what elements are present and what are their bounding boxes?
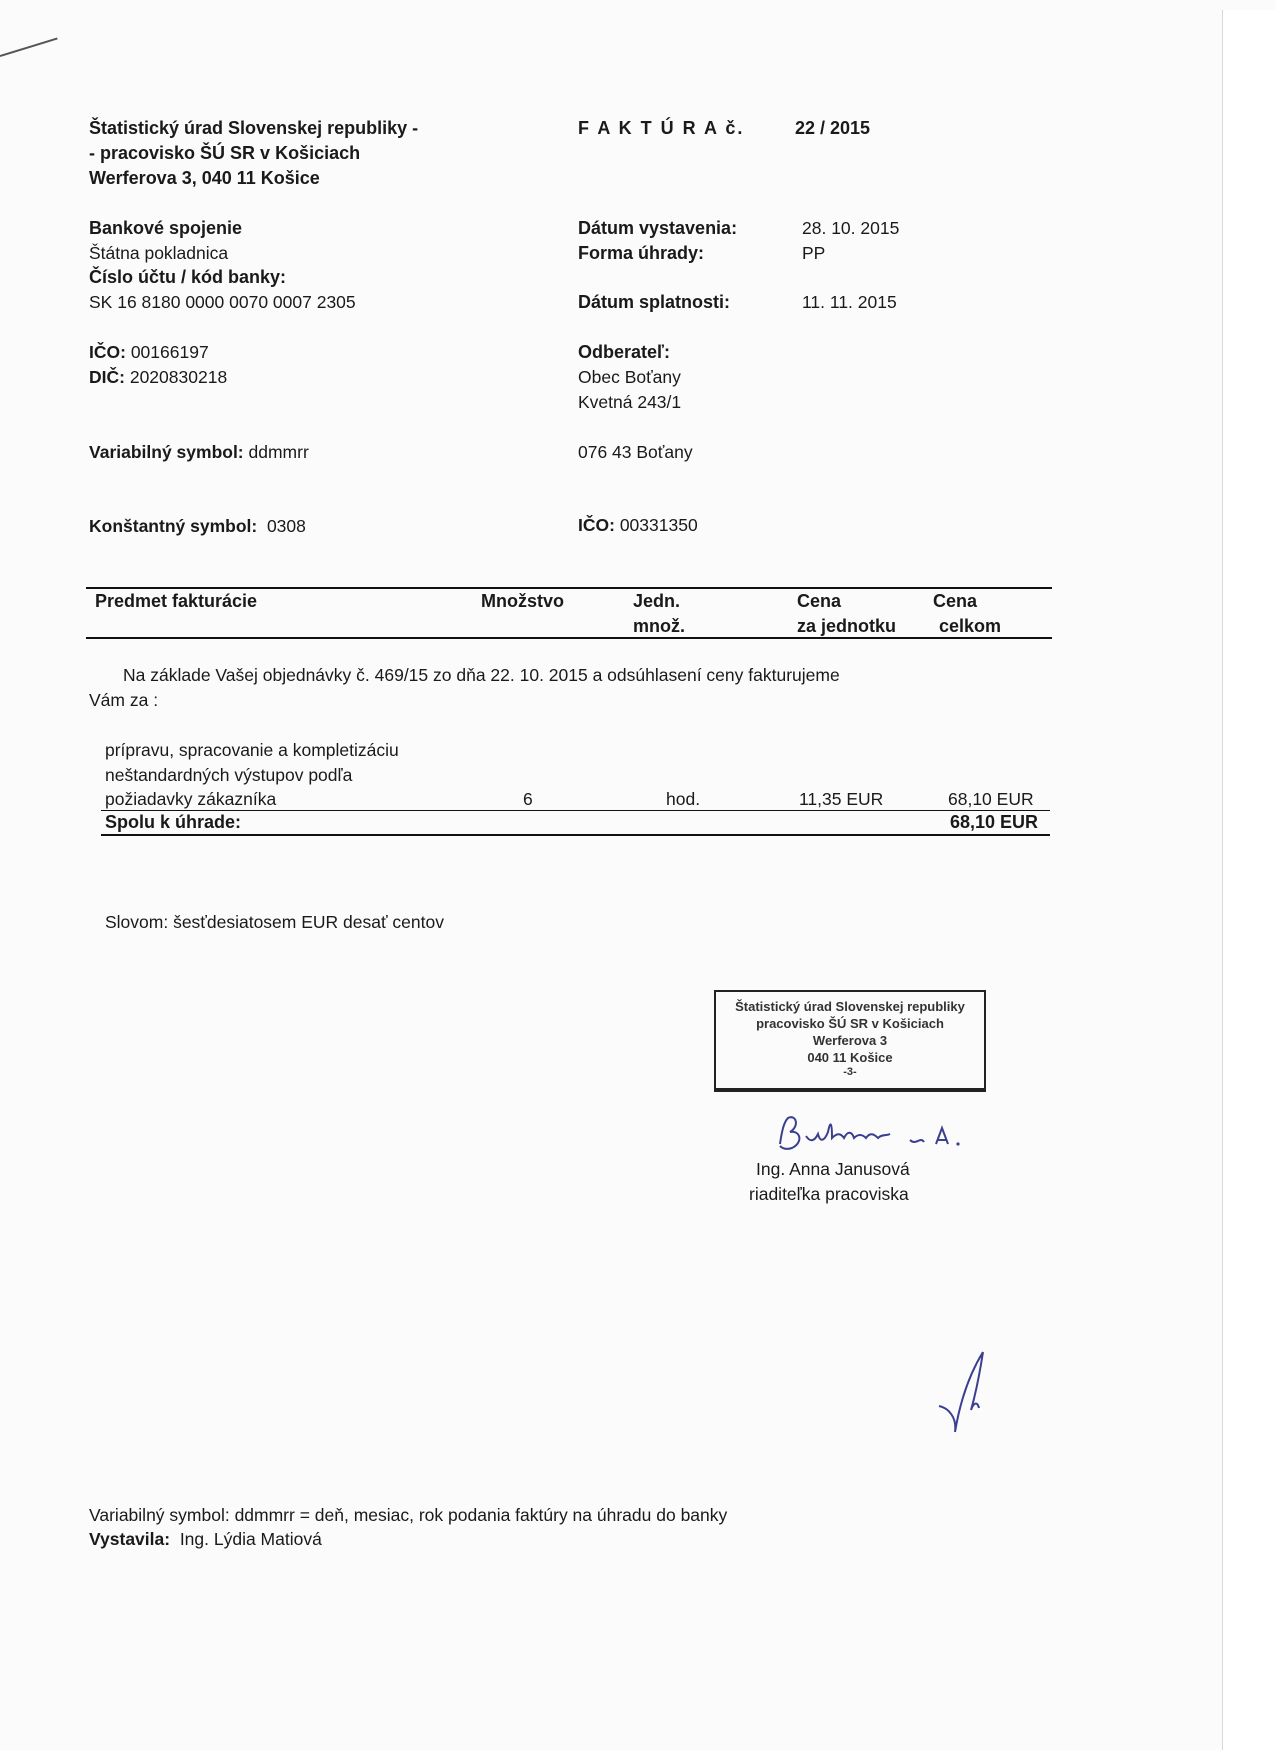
issuer-name-line2: - pracovisko ŠÚ SR v Košiciach — [89, 143, 361, 163]
due-date-value: 11. 11. 2015 — [802, 292, 897, 312]
payment-form-label: Forma úhrady: — [578, 243, 705, 263]
variable-symbol — [89, 442, 309, 463]
issuer-ico-value: 00166197 — [130, 342, 209, 362]
stamp-line5: -3- — [843, 1066, 857, 1078]
issuer-name-line1: Štatistický úrad Slovenskej republiky - — [89, 118, 419, 138]
issuer-ico-label: IČO: — [89, 342, 126, 362]
constant-symbol — [89, 516, 306, 537]
signatory-name: Ing. Anna Janusová — [756, 1159, 910, 1179]
customer-label: Odberateľ: — [578, 342, 670, 362]
signatory-role: riaditeľka pracoviska — [749, 1184, 909, 1204]
item-desc-line2: neštandardných výstupov podľa — [105, 765, 353, 785]
header-total-line1: Cena — [933, 591, 978, 611]
issuer-address: Werferova 3, 040 11 Košice — [89, 168, 320, 188]
bank-name: Štátna pokladnica — [89, 243, 229, 263]
director-signature — [770, 1112, 1010, 1162]
customer-name: Obec Boťany — [578, 367, 681, 387]
item-desc-line3: požiadavky zákazníka — [105, 789, 277, 809]
scan-mark — [0, 38, 58, 57]
issuer-ico — [89, 342, 209, 363]
sum-top-rule — [101, 810, 1050, 811]
intro-line2: Vám za : — [89, 690, 159, 710]
header-quantity: Množstvo — [481, 591, 564, 611]
table-top-rule — [86, 587, 1052, 589]
payment-form-value: PP — [802, 243, 826, 263]
header-unit-line2: množ. — [633, 616, 685, 636]
constant-symbol-label: Konštantný symbol: — [89, 516, 258, 536]
sum-bottom-rule — [101, 834, 1050, 836]
customer-ico-value: 00331350 — [619, 515, 698, 535]
account-label: Číslo účtu / kód banky: — [89, 267, 287, 287]
bank-heading: Bankové spojenie — [89, 218, 243, 238]
issuer-dic-label: DIČ: — [89, 367, 125, 387]
customer-city: 076 43 Boťany — [578, 442, 693, 462]
stamp-line2: pracovisko ŠÚ SR v Košiciach — [756, 1016, 944, 1031]
footer-note: Variabilný symbol: ddmmrr = deň, mesiac, rok podania faktúry na úhradu do banky — [89, 1505, 728, 1525]
constant-symbol-value: 0308 — [266, 516, 306, 536]
customer-street: Kvetná 243/1 — [578, 392, 682, 412]
paper-edge — [1222, 10, 1275, 1750]
due-date-label: Dátum splatnosti: — [578, 292, 731, 312]
invoice-title: F A K T Ú R A č. — [578, 118, 745, 138]
header-subject: Predmet fakturácie — [95, 591, 258, 611]
sum-label: Spolu k úhrade: — [105, 812, 242, 832]
customer-ico-label: IČO: — [578, 515, 615, 535]
stamp-line4: 040 11 Košice — [807, 1050, 893, 1065]
item-total: 68,10 EUR — [948, 789, 1034, 809]
issuer-dic — [89, 367, 227, 388]
table-header-rule — [86, 637, 1052, 639]
office-stamp — [714, 990, 986, 1092]
stamp-line1: Štatistický úrad Slovenskej republiky — [735, 999, 965, 1014]
stamp-line3: Werferova 3 — [812, 1033, 888, 1048]
variable-symbol-value: ddmmrr — [248, 442, 309, 462]
issuer-dic-value: 2020830218 — [129, 367, 228, 387]
header-unit-price-line1: Cena — [797, 591, 842, 611]
issued-by-value: Ing. Lýdia Matiová — [179, 1529, 322, 1549]
account-value: SK 16 8180 0000 0070 0007 2305 — [89, 292, 356, 312]
header-unit-line1: Jedn. — [633, 591, 681, 611]
item-unit: hod. — [666, 789, 701, 809]
customer-ico — [578, 515, 698, 536]
item-quantity: 6 — [523, 789, 533, 809]
issued-by — [89, 1529, 322, 1550]
invoice-number: 22 / 2015 — [795, 118, 871, 138]
issue-date-label: Dátum vystavenia: — [578, 218, 738, 238]
intro-line1: Na základe Vašej objednávky č. 469/15 zo dňa 22. 10. 2015 a odsúhlasení ceny fakturujeme — [123, 665, 840, 685]
initials-mark — [935, 1348, 995, 1438]
item-desc-line1: prípravu, spracovanie a kompletizáciu — [105, 740, 399, 760]
issue-date-value: 28. 10. 2015 — [802, 218, 900, 238]
sum-value: 68,10 EUR — [950, 812, 1039, 832]
variable-symbol-label: Variabilný symbol: — [89, 442, 244, 462]
item-unit-price: 11,35 EUR — [799, 789, 884, 809]
amount-in-words: Slovom: šesťdesiatosem EUR desať centov — [105, 912, 444, 932]
issued-by-label: Vystavila: — [89, 1529, 171, 1549]
header-unit-price-line2: za jednotku — [797, 616, 897, 636]
header-total-line2: celkom — [939, 616, 1002, 636]
